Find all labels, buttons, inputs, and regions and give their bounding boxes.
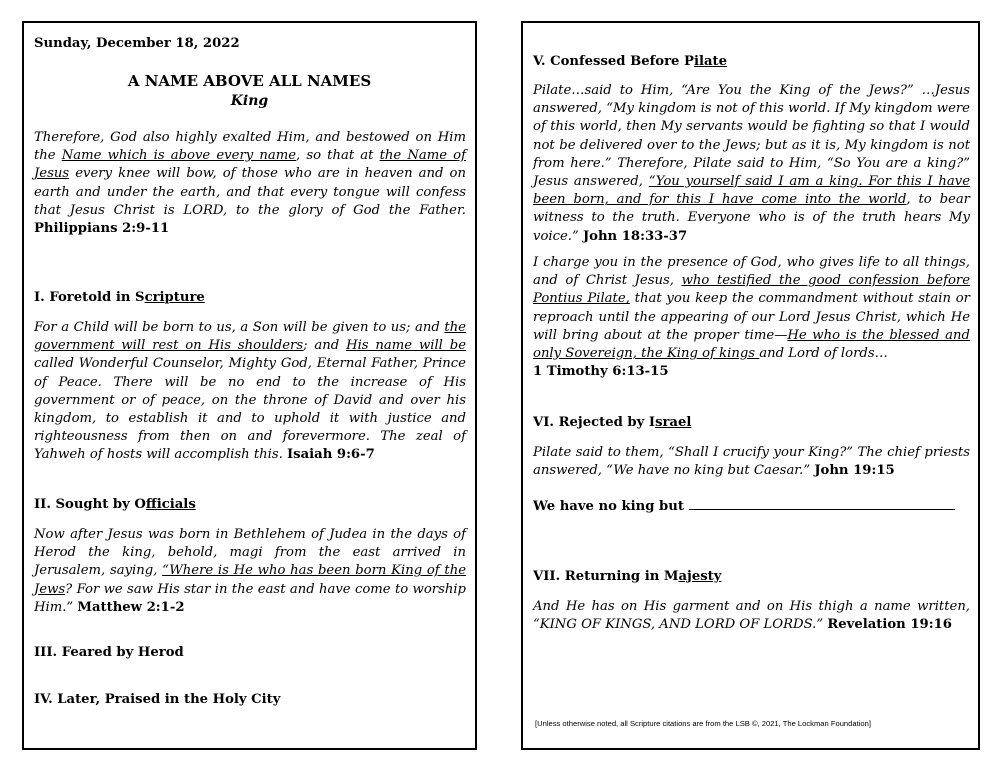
- heading-sought: II. Sought by Officials: [34, 497, 196, 512]
- passage-john-19: Pilate said to them, “Shall I crucify your King?” The chief priests answered, “We have no king but Caesar.” John 19:15: [533, 445, 970, 479]
- service-date: Sunday, December 18, 2022: [34, 36, 240, 51]
- blank-line[interactable]: [689, 497, 955, 510]
- heading-confessed: V. Confessed Before Pilate: [533, 54, 727, 69]
- heading-feared: III. Feared by Herod: [34, 645, 184, 660]
- heading-foretold: I. Foretold in Scripture: [34, 290, 205, 305]
- sermon-title: A NAME ABOVE ALL NAMES: [127, 72, 372, 90]
- fill-in-blank: We have no king but: [533, 497, 955, 516]
- sermon-subtitle: King: [230, 93, 269, 109]
- passage-matthew: Now after Jesus was born in Bethlehem of Judea in the days of Herod the king, behold, magi from the east arrived in Jerusalem, saying, “Where is He who has been born King of the Jews? For we saw His star in the east and have come to worship Him.” Matthew 2:1-2: [34, 527, 467, 615]
- left-panel: [22, 21, 477, 750]
- passage-revelation: And He has on His garment and on His thigh a name written, “KING OF KINGS, AND LORD OF LORDS.” Revelation 19:16: [533, 599, 970, 633]
- passage-isaiah: For a Child will be born to us, a Son will be given to us; and the government will rest on His shoulders; and His name will be called Wonderful Counselor, Mighty God, Eternal Father, Prince of Peace. There will be no end to the increase of His government or of peace, on the throne of David and over his kingdom, to establish it and to uphold it with justice and righteousness from then on and forevermore. The zeal of Yahweh of hosts will accomplish this. Isaiah 9:6-7: [34, 320, 466, 463]
- right-panel: [521, 21, 980, 750]
- passage-timothy: I charge you in the presence of God, who gives life to all things, and of Christ Jesus, who testified the good confession before Pontius Pilate, that you keep the commandment without stain or reproach until the appearing of our Lord Jesus Christ, which He will bring about at the proper time—He who is the blessed and only Sovereign, the King of kings and Lord of lords… 1 Timothy 6:13-15: [533, 255, 970, 380]
- heading-returning: VII. Returning in Majesty: [533, 569, 722, 584]
- passage-john-18: Pilate…said to Him, “Are You the King of the Jews?” …Jesus answered, “My kingdom is not of this world. If My kingdom were of this world, then My servants would be fighting so that I would not be delivered over to the Jews; but as it is, My kingdom is not from here.” Therefore, Pilate said to Him, “So You are a king?” Jesus answered, “You yourself said I am a king. For this I have been born, and for this I have come into the world, to bear witness to the truth. Everyone who is of the truth hears My voice.” John 18:33-37: [533, 83, 970, 244]
- heading-praised: IV. Later, Praised in the Holy City: [34, 692, 281, 707]
- citation-footnote: [Unless otherwise noted, all Scripture citations are from the LSB ©, 2021, The Lockman Foundation]: [535, 719, 871, 728]
- intro-passage: Therefore, God also highly exalted Him, and bestowed on Him the Name which is above every name, so that at the Name of Jesus every knee will bow, of those who are in heaven and on earth and under the earth, and that every tongue will confess that Jesus Christ is LORD, to the glory of God the Father. Philippians 2:9-11: [34, 130, 466, 237]
- heading-rejected: VI. Rejected by Israel: [533, 415, 692, 430]
